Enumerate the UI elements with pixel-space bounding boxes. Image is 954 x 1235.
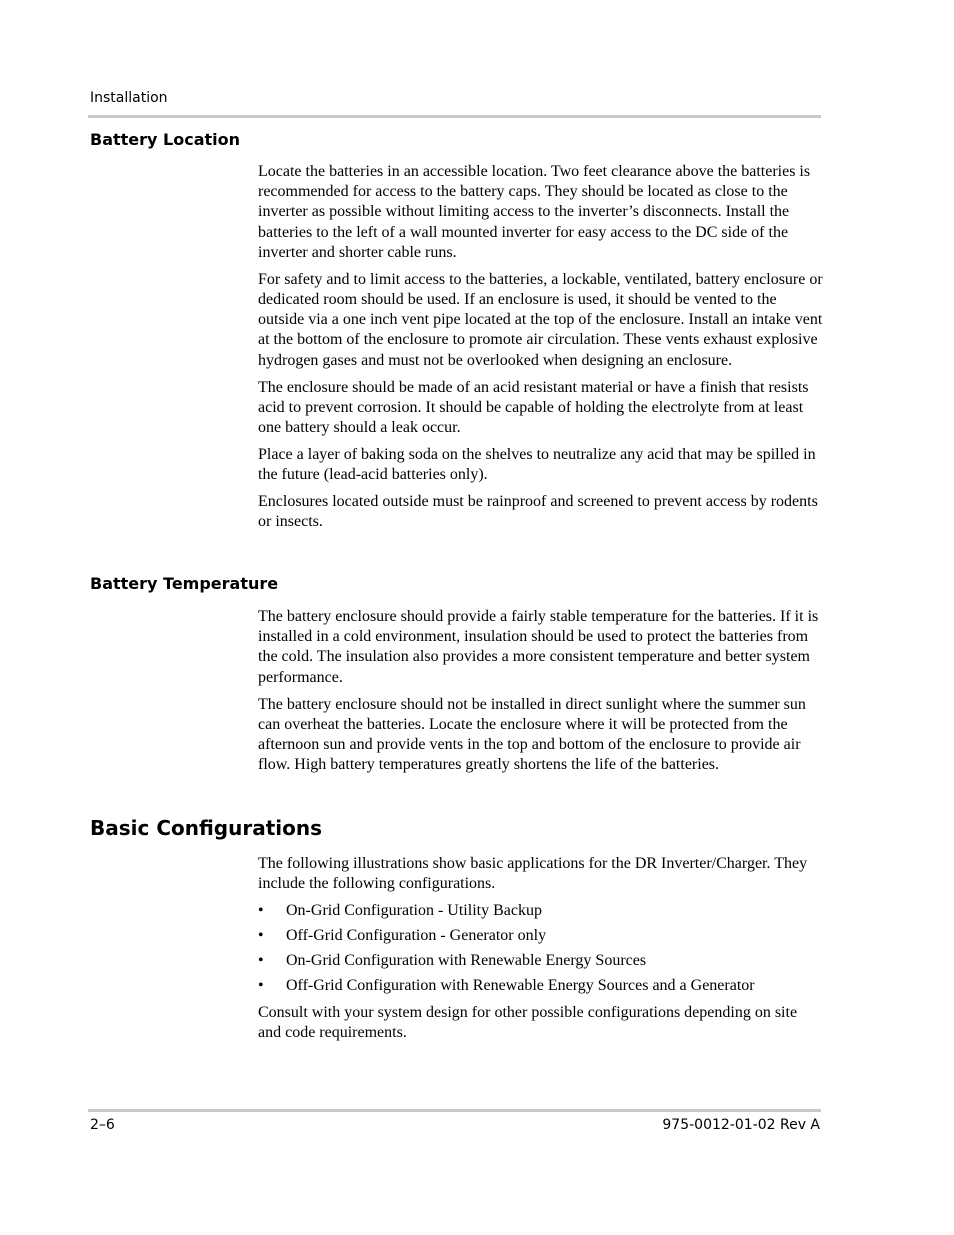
list-item (258, 926, 824, 946)
footer-rule (88, 1109, 821, 1112)
heading-basic-configurations: Basic Configurations (90, 816, 323, 840)
heading-battery-location: Battery Location (90, 130, 241, 149)
running-header: Installation (90, 90, 168, 106)
paragraph: For safety and to limit access to the batteries, a lockable, ventilated, battery enclosure or dedicated room should be used. If an enclosure is used, it should be vented to the outside via a one inch vent pipe located at the top of the enclosure. Install an intake vent at the bottom of the enclosure to promote air circulation. These vents exhaust explosive hydrogen gases and must not be overlooked when designing an enclosure. (258, 270, 823, 369)
bullet-icon: • (258, 952, 264, 970)
bullet-icon: • (258, 902, 264, 920)
heading-battery-temperature: Battery Temperature (90, 574, 279, 593)
header-rule (88, 115, 821, 118)
paragraph: The following illustrations show basic applications for the DR Inverter/Charger. They include the following configurations. (258, 855, 808, 893)
list-item (258, 901, 824, 921)
paragraph: The battery enclosure should provide a fairly stable temperature for the batteries. If it is installed in a cold environment, insulation should be used to protect the batteries from the cold. The insulation also provides a more consistent temperature and better system performance. (258, 608, 819, 686)
battery-temperature-body (258, 607, 824, 782)
paragraph: Place a layer of baking soda on the shelves to neutralize any acid that may be spilled in the future (lead-acid batteries only). (258, 446, 816, 484)
configuration-list (258, 901, 824, 996)
paragraph: Locate the batteries in an accessible location. Two feet clearance above the batteries is recommended for access to the battery caps. They should be located as close to the inverter as possible without limiting access to the inverter’s disconnects. Install the batteries to the left of a wall mounted inverter for easy access to the DC side of the inverter and shorter cable runs. (258, 163, 811, 261)
paragraph: Consult with your system design for other possible configurations depending on site and code requirements. (258, 1004, 798, 1042)
list-item-text: On-Grid Configuration with Renewable Energy Sources (286, 952, 647, 970)
list-item-text: Off-Grid Configuration - Generator only (286, 927, 547, 945)
list-item (258, 976, 824, 996)
paragraph: Enclosures located outside must be rainproof and screened to prevent access by rodents or insects. (258, 493, 818, 531)
paragraph: The battery enclosure should not be installed in direct sunlight where the summer sun can overheat the batteries. Locate the enclosure where it will be protected from the afternoon sun and provide vents in the top and bottom of the enclosure to provide air flow. High battery temperatures greatly shortens the life of the batteries. (258, 695, 806, 774)
list-item-text: On-Grid Configuration - Utility Backup (286, 902, 542, 920)
basic-configurations-body (258, 854, 824, 1050)
bullet-icon: • (258, 977, 264, 995)
page-number: 2–6 (90, 1117, 115, 1133)
paragraph: The enclosure should be made of an acid resistant material or have a finish that resists acid to prevent corrosion. It should be capable of holding the electrolyte from at least one battery should a leak occur. (258, 378, 809, 437)
battery-location-body (258, 162, 824, 539)
list-item-text: Off-Grid Configuration with Renewable Energy Sources and a Generator (286, 977, 755, 995)
document-id: 975-0012-01-02 Rev A (662, 1117, 820, 1133)
list-item (258, 951, 824, 971)
bullet-icon: • (258, 927, 264, 945)
